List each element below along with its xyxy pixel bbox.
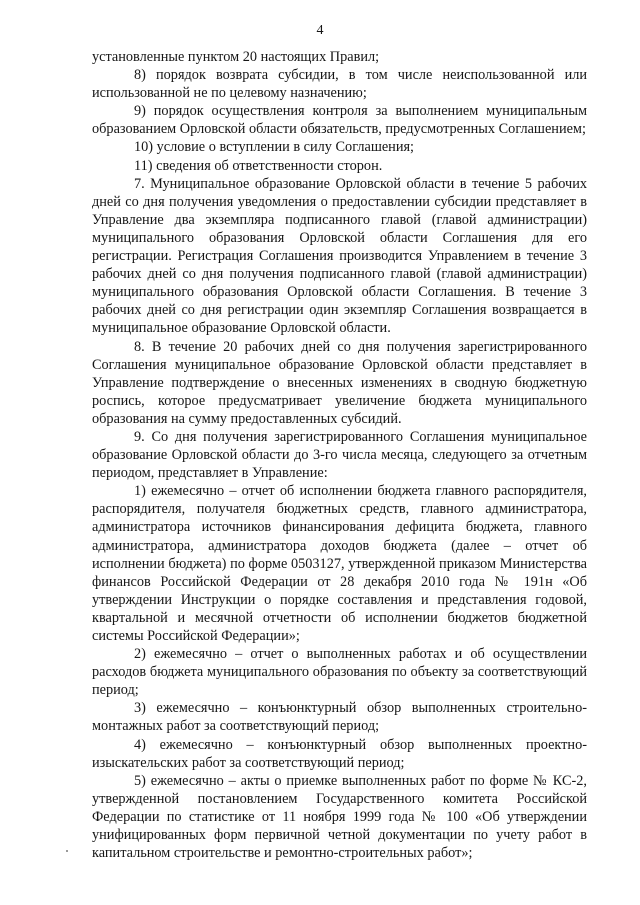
paragraph: 5) ежемесячно – акты о приемке выполненных работ по форме № КС-2, утвержденной постановлением Государственного комитета Российской Федерации по статистике от 11 ноября 1999 года № 100 «Об утверждении унифицированных форм первичной четной документации по учету работ в капитальном строительстве и ремонтно-строительных работ»;	[92, 772, 587, 862]
paragraph: 7. Муниципальное образование Орловской области в течение 5 рабочих дней со дня получения уведомления о предоставлении субсидии представляет в Управление два экземпляра подписанного главой (главой администрации) муниципального образования Орловской области Соглашения для его регистрации. Регистрация Соглашения производится Управлением в течение 3 рабочих дней со дня получения подписанного главой (главой администрации) муниципального образования Орловской области Соглашения. В течение 3 рабочих дней со дня регистрации один экземпляр Соглашения возвращается в муниципальное образование Орловской области.	[92, 175, 587, 337]
paragraph: установленные пунктом 20 настоящих Правил;	[92, 49, 380, 65]
paragraph: 9. Со дня получения зарегистрированного Соглашения муниципальное образование Орловской области до 3-го числа месяца, следующего за отчетным периодом, представляет в Управление:	[92, 428, 587, 482]
paragraph: 8) порядок возврата субсидии, в том числе неиспользованной или использованной не по целевому назначению;	[92, 67, 587, 102]
paragraph: 1) ежемесячно – отчет об исполнении бюджета главного распорядителя, распорядителя, получателя бюджетных средств, главного администратора, администратора источников финансирования дефицита бюджета, главного администратора, администратора доходов бюджета (далее – отчет об исполнении бюджета) по форме 0503127, утвержденной приказом Министерства финансов Российской Федерации от 28 декабря 2010 года № 191н «Об утверждении Инструкции о порядке составления и представления годовой, квартальной и месячной отчетности об исполнении бюджетов бюджетной системы Российской Федерации»;	[92, 483, 587, 644]
paragraph: 11) сведения об ответственности сторон.	[134, 157, 383, 174]
document-body	[92, 48, 587, 862]
paragraph: 10) условие о вступлении в силу Соглашения;	[134, 139, 415, 156]
paragraph: 2) ежемесячно – отчет о выполненных работах и об осуществлении расходов бюджета муниципального образования по объекту за соответствующий период;	[92, 646, 587, 699]
page-number: 4	[316, 23, 324, 38]
paragraph: 8. В течение 20 рабочих дней со дня получения зарегистрированного Соглашения муниципальное образование Орловской области представляет в Управление подтверждение о внесенных изменениях в сводную бюджетную роспись, которое предусматривает увеличение бюджета муниципального образования на сумму предоставленных субсидий.	[92, 338, 587, 427]
paragraph: 3) ежемесячно – конъюнктурный обзор выполненных строительно-монтажных работ за соответствующий период;	[92, 700, 587, 735]
paragraph: 9) порядок осуществления контроля за выполнением муниципальным образованием Орловской области обязательств, предусмотренных Соглашением;	[92, 103, 587, 138]
paragraph: 4) ежемесячно – конъюнктурный обзор выполненных проектно-изыскательских работ за соответствующий период;	[92, 736, 587, 771]
scan-margin-mark	[66, 850, 68, 852]
